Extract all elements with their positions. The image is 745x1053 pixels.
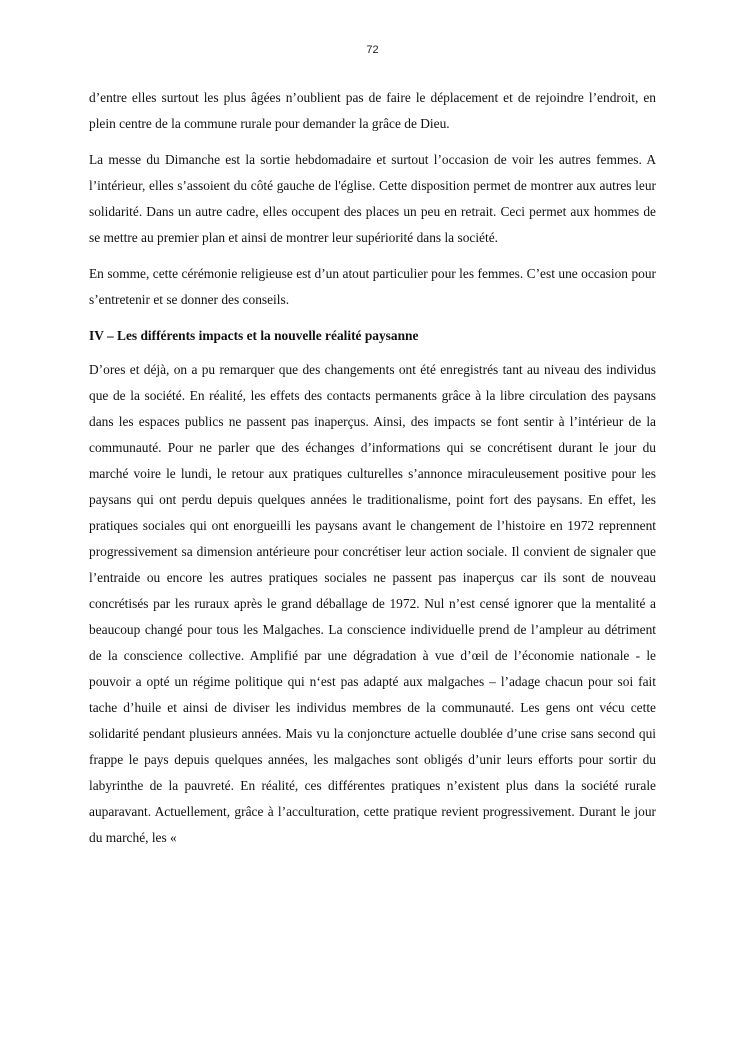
paragraph-continuation: d’entre elles surtout les plus âgées n’oublient pas de faire le déplacement et de rejoindre l’endroit, en plein centre de la commune rurale pour demander la grâce de Dieu. [89,90,656,131]
paragraph-sunday-mass: La messe du Dimanche est la sortie hebdomadaire et surtout l’occasion de voir les autres femmes. A l’intérieur, elles s’assoient du côté gauche de l'église. Cette disposition permet de montrer aux autres leur solidarité. Dans un autre cadre, elles occupent des places un peu en retrait. Ceci permet aux hommes de se mettre au premier plan et ainsi de montrer leur supériorité dans la société. [89,152,656,245]
page-number: 72 [366,44,379,56]
section-heading: IV – Les différents impacts et la nouvelle réalité paysanne [89,328,419,343]
page-body [89,85,656,861]
paragraph-summary: En somme, cette cérémonie religieuse est d’un atout particulier pour les femmes. C’est une occasion pour s’entretenir et se donner des conseils. [89,266,656,307]
paragraph-impacts: D’ores et déjà, on a pu remarquer que des changements ont été enregistrés tant au niveau des individus que de la société. En réalité, les effets des contacts permanents grâce à la libre circulation des paysans dans les espaces publics ne passent pas inaperçus. Ainsi, des impacts se font sentir à l’intérieur de la communauté. Pour ne parler que des échanges d’informations qui se concrétisent durant le jour du marché voire le lundi, le retour aux pratiques culturelles s’annonce miraculeusement positive pour les paysans qui ont perdu depuis quelques années le traditionalisme, point fort des paysans. En effet, les pratiques sociales qui ont enorgueilli les paysans avant le changement de l’histoire en 1972 reprennent progressivement sa dimension antérieure pour concrétiser leur action sociale. Il convient de signaler que l’entraide ou encore les autres pratiques sociales ne passent pas inaperçus car ils sont de nouveau concrétisés par les ruraux après le grand déballage de 1972. Nul n’est censé ignorer que la mentalité a beaucoup changé pour tous les Malgaches. La conscience individuelle prend de l’ampleur au détriment de la conscience collective. Amplifié par une dégradation à vue d’œil de l’économie nationale - le pouvoir a opté un régime politique qui n‘est pas adapté aux malgaches – l’adage chacun pour soi fait tache d’huile et ainsi de diviser les individus membres de la communauté. Les gens ont vécu cette solidarité pendant plusieurs années. Mais vu la conjoncture actuelle doublée d’une crise sans second qui frappe le pays depuis quelques années, les malgaches sont obligés d’unir leurs efforts pour sortir du labyrinthe de la pauvreté. En réalité, ces différentes pratiques n’existent plus dans la société rurale auparavant. Actuellement, grâce à l’acculturation, cette pratique revient progressivement. Durant le jour du marché, les « [89,362,656,845]
